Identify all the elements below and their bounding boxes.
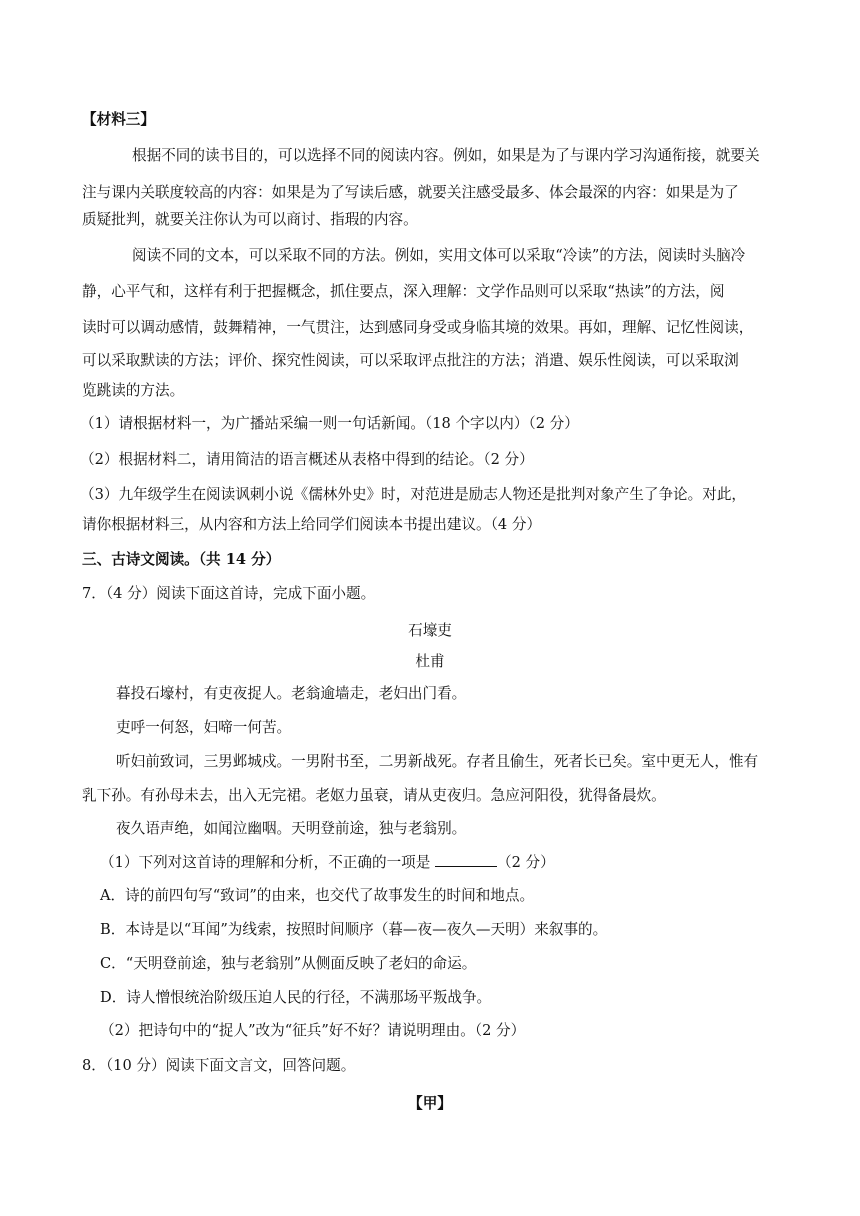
passage-jia-label: 【甲】 [408,1095,452,1112]
material3-para1-line: 根据不同的读书目的，可以选择不同的阅读内容。例如，如果是为了与课内学习沟通衔接，就要关 [132,147,760,164]
question-6-3-line2: 请你根据材料三，从内容和方法上给同学们阅读本书提出建议。（4 分） [82,516,542,533]
material3-para2-line: 静，心平气和，这样有利于把握概念，抓住要点，深入理解：文学作品则可以采取“热读”的方法，阅 [82,283,725,300]
question-6-3-line1: （3）九年级学生在阅读讽刺小说《儒林外史》时，对范进是励志人物还是批判对象产生了争论。对此， [80,486,747,503]
material3-para2-line: 读时可以调动感情，鼓舞精神，一气贯注，达到感同身受或身临其境的效果。再如，理解、记忆性阅读， [82,319,754,336]
question-7-1-text: （1）下列对这首诗的理解和分析，不正确的一项是 [100,854,435,871]
material3-heading: 【材料三】 [82,111,155,128]
question-7-stem: 7．（4 分）阅读下面这首诗，完成下面小题。 [82,585,376,602]
poem-line: 乳下孙。有孙母未去，出入无完裙。老妪力虽衰，请从吏夜归。急应河阳役，犹得备晨炊。 [82,787,666,804]
question-7-2: （2）把诗句中的“捉人”改为“征兵”好不好？请说明理由。（2 分） [100,1022,526,1039]
poem-title: 石壕吏 [408,622,452,639]
question-7-1 [100,852,555,873]
poem-line: 吏呼一何怒，妇啼一何苦。 [116,719,292,736]
option-c: C．“天明登前途，独与老翁别”从侧面反映了老妇的命运。 [100,955,477,972]
question-6-1: （1）请根据材料一，为广播站采编一则一句话新闻。（18 个字以内）（2 分） [80,415,579,432]
question-8-stem: 8．（10 分）阅读下面文言文，回答问题。 [82,1057,356,1074]
material3-para2-line: 阅读不同的文本，可以采取不同的方法。例如，实用文体可以采取“冷读”的方法，阅读时头脑冷 [132,247,746,264]
option-a: A．诗的前四句写“致词”的由来，也交代了故事发生的时间和地点。 [100,887,535,904]
poem-line: 听妇前致词，三男邺城戍。一男附书至，二男新战死。存者且偷生，死者长已矣。室中更无人，惟有 [116,753,759,770]
section-3-heading: 三、古诗文阅读。（共 14 分） [82,551,281,568]
poem-author: 杜甫 [415,653,445,670]
answer-blank[interactable] [435,852,497,867]
option-b: B．本诗是以“耳闻”为线索，按照时间顺序（暮—夜—夜久—天明）来叙事的。 [100,921,608,938]
question-6-2: （2）根据材料二，请用简洁的语言概述从表格中得到的结论。（2 分） [80,451,534,468]
material3-para1-line: 注与课内关联度较高的内容：如果是为了写读后感，就要关注感受最多、体会最深的内容：如果是为了 [82,184,739,201]
poem-line: 暮投石壕村，有吏夜捉人。老翁逾墙走，老妇出门看。 [116,685,467,702]
question-7-1-score: （2 分） [497,854,555,871]
material3-para2-line: 可以采取默读的方法；评价、探究性阅读，可以采取评点批注的方法；消遣、娱乐性阅读，可以采取浏 [82,352,739,369]
material3-para2-line: 览跳读的方法。 [82,382,185,399]
poem-line: 夜久语声绝，如闻泣幽咽。天明登前途，独与老翁别。 [116,820,467,837]
material3-para1-line: 质疑批判，就要关注你认为可以商讨、指瑕的内容。 [82,211,418,228]
option-d: D．诗人憎恨统治阶级压迫人民的行径，不满那场平叛战争。 [100,989,492,1006]
